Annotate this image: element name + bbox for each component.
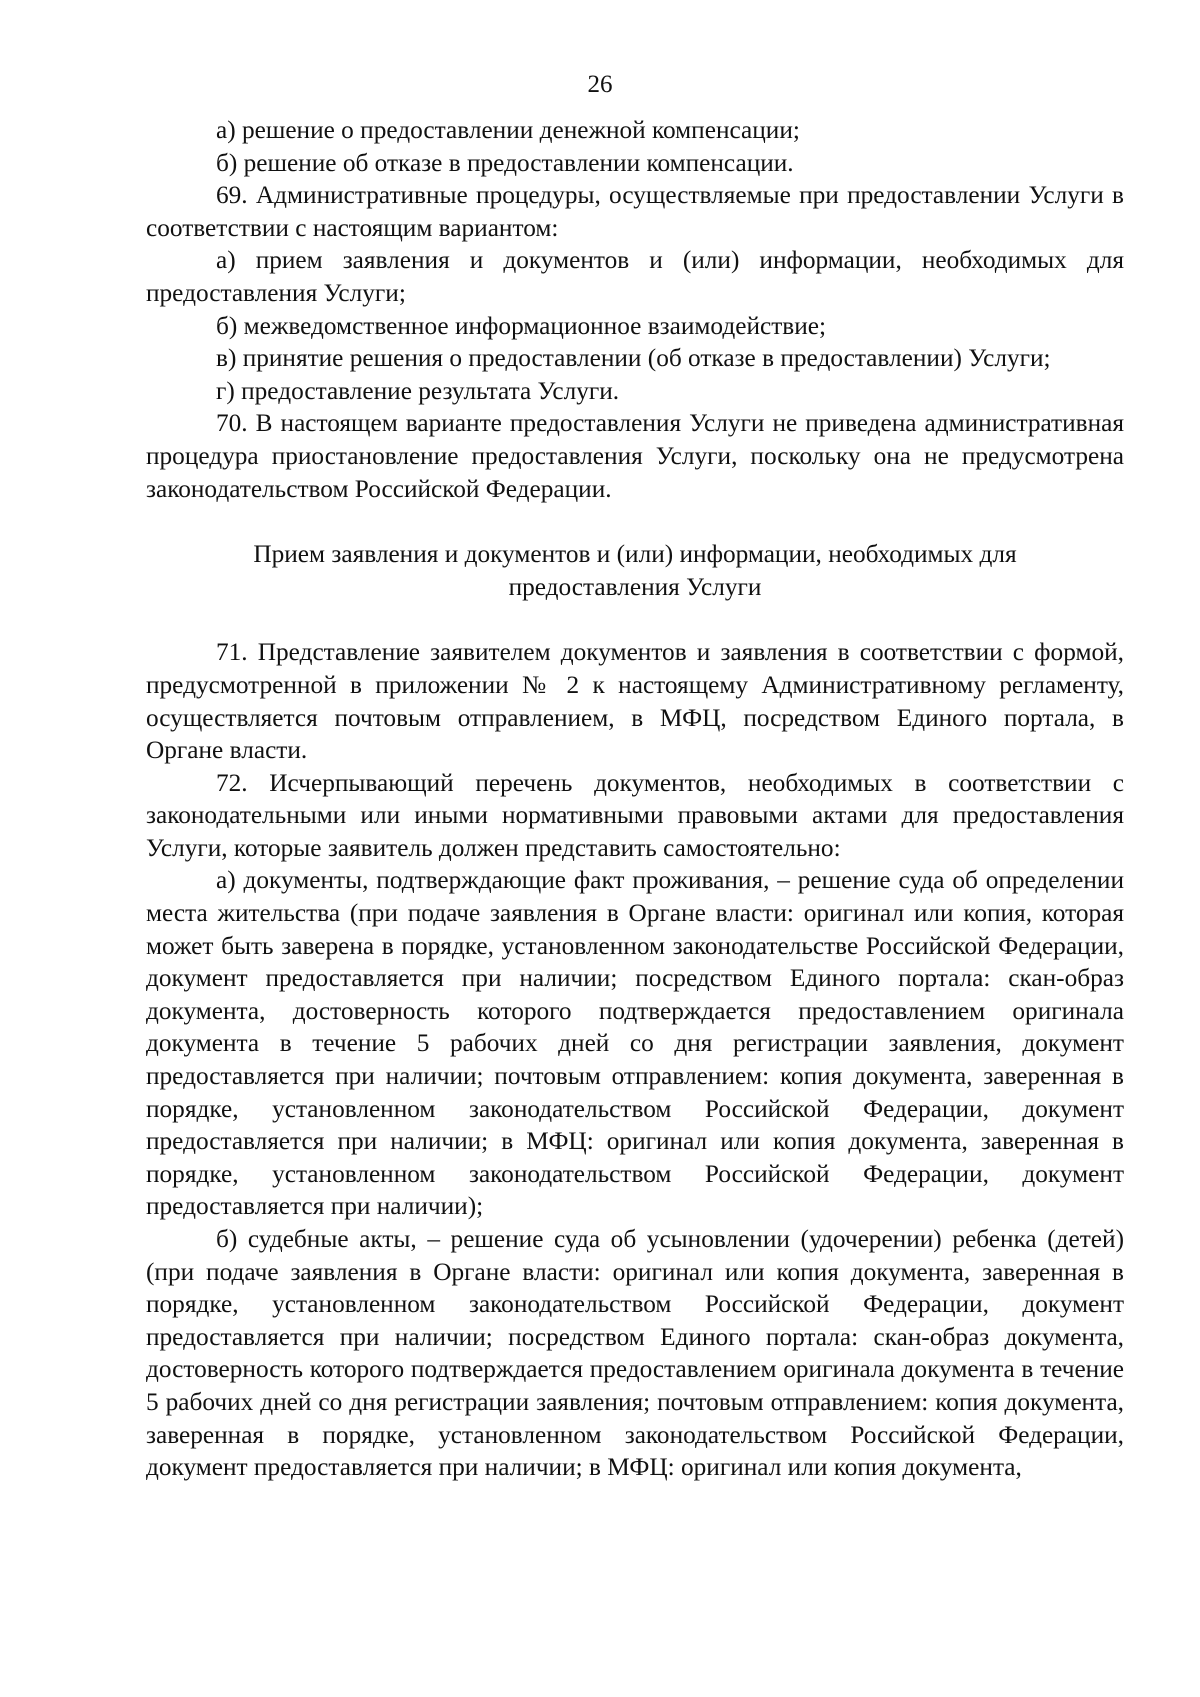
paragraph-69-a: а) прием заявления и документов и (или) информации, необходимых для предоставления Услуги; bbox=[146, 246, 1124, 307]
paragraph-b-refusal-compensation: б) решение об отказе в предоставлении компенсации. bbox=[216, 148, 794, 177]
paragraph-69-g: г) предоставление результата Услуги. bbox=[216, 376, 620, 405]
paragraph-a-monetary-compensation: а) решение о предоставлении денежной компенсации; bbox=[216, 116, 800, 144]
paragraph-71: 71. Представление заявителем документов и заявления в соответствии с формой, предусмотренной в приложении № 2 к настоящему Административному регламенту, осуществляется почтовым отправлением, в МФЦ, посредством Единого портала, в Органе власти. bbox=[146, 638, 1124, 765]
paragraph-70: 70. В настоящем варианте предоставления Услуги не приведена административная процедура приостановление предоставления Услуги, поскольку она не предусмотрена законодательством Российской Федерации. bbox=[146, 409, 1124, 503]
paragraph-69: 69. Административные процедуры, осуществляемые при предоставлении Услуги в соответствии с настоящим вариантом: bbox=[146, 181, 1124, 242]
paragraph-72-b: б) судебные акты, – решение суда об усыновлении (удочерении) ребенка (детей) (при подаче заявления в Органе власти: оригинал или копия документа, заверенная в порядке, установленном законодательством Российской Федерации, документ предоставляется при наличии; посредством Единого портала: скан-образ документа, достоверность которого подтверждается предоставлением оригинала документа в течение 5 рабочих дней со дня регистрации заявления; почтовым отправлением: копия документа, заверенная в порядке, установленном законодательством Российской Федерации, документ предоставляется при наличии; в МФЦ: оригинал или копия документа, bbox=[146, 1225, 1124, 1482]
paragraph-69-v: в) принятие решения о предоставлении (об отказе в предоставлении) Услуги; bbox=[216, 344, 1051, 373]
paragraph-72: 72. Исчерпывающий перечень документов, необходимых в соответствии с законодательными или иными нормативными правовыми актами для предоставления Услуги, которые заявитель должен представить самостоятельно: bbox=[146, 768, 1124, 862]
page-number: 26 bbox=[587, 71, 613, 98]
section-heading: Прием заявления и документов и (или) информации, необходимых для предоставления Услуги bbox=[253, 540, 1017, 601]
paragraph-69-b: б) межведомственное информационное взаимодействие; bbox=[216, 311, 827, 340]
paragraph-72-a: а) документы, подтверждающие факт проживания, – решение суда об определении места жительства (при подаче заявления в Органе власти: оригинал или копия, которая может быть заверена в порядке, установленном законодательстве Российской Федерации, документ предоставляется при наличии; посредством Единого портала: скан-образ документа, достоверность которого подтверждается предоставлением оригинала документа в течение 5 рабочих дней со дня регистрации заявления, документ предоставляется при наличии; почтовым отправлением: копия документа, заверенная в порядке, установленном законодательством Российской Федерации, документ предоставляется при наличии; в МФЦ: оригинал или копия документа, заверенная в порядке, установленном законодательством Российской Федерации, документ предоставляется при наличии); bbox=[146, 866, 1124, 1221]
document-body bbox=[146, 114, 1124, 1484]
